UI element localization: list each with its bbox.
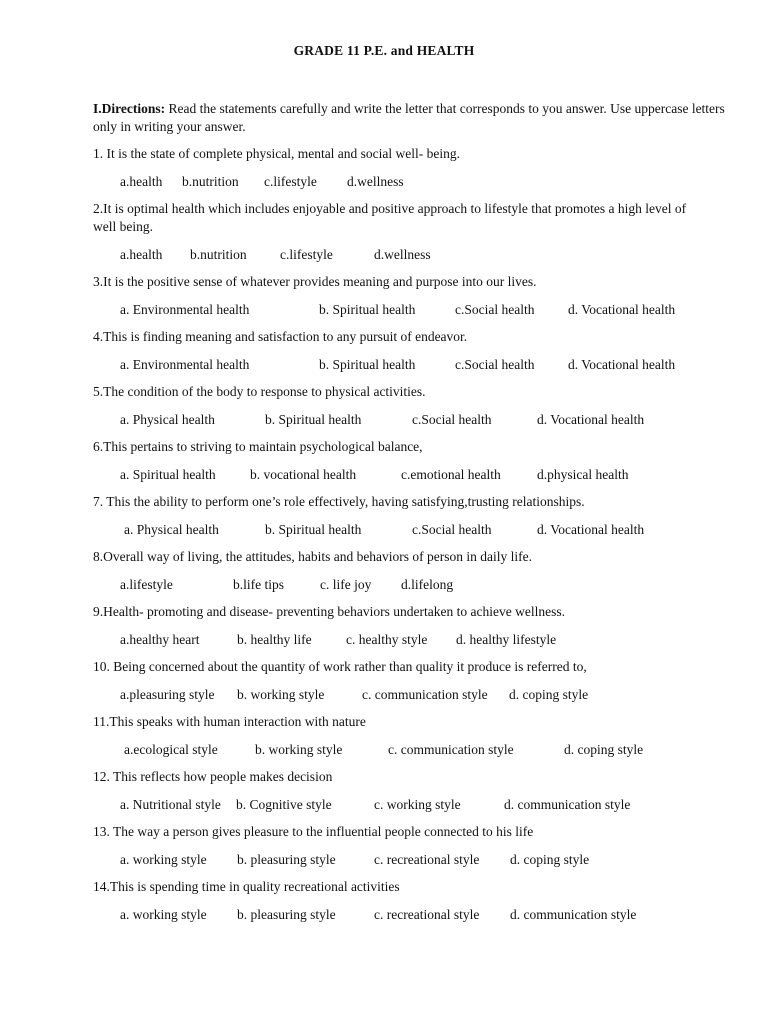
choice-a: a. working style — [120, 907, 207, 922]
choice-d: d.lifelong — [401, 577, 454, 592]
question-stem: 7. This the ability to perform one’s role effectively, having satisfying,trusting relationships. — [93, 494, 585, 509]
choice-c: c.Social health — [455, 302, 535, 317]
question-stem: 6.This pertains to striving to maintain psychological balance, — [93, 439, 423, 454]
question-item — [93, 878, 733, 924]
choice-a: a. Nutritional style — [120, 797, 221, 812]
choice-d: d. Vocational health — [568, 302, 676, 317]
choice-row — [93, 851, 733, 869]
choice-row — [93, 411, 733, 429]
page-title: GRADE 11 P.E. and HEALTH — [293, 43, 475, 58]
choice-c: c.Social health — [412, 412, 492, 427]
choice-b: b. working style — [255, 742, 343, 757]
choice-row — [93, 631, 733, 649]
choice-c: c. life joy — [320, 577, 372, 592]
choice-d: d. communication style — [510, 907, 637, 922]
choice-c: c. communication style — [362, 687, 488, 702]
choice-row — [93, 356, 733, 374]
choice-row — [93, 246, 733, 264]
question-stem: 5.The condition of the body to response to physical activities. — [93, 384, 426, 399]
choice-row — [93, 173, 733, 191]
choice-a: a.health — [120, 174, 163, 189]
choice-a: a. Spiritual health — [120, 467, 216, 482]
choice-row — [93, 686, 733, 704]
question-stem: 14.This is spending time in quality recreational activities — [93, 879, 400, 894]
choice-row — [93, 796, 733, 814]
choice-c: c.emotional health — [401, 467, 501, 482]
choice-d: d. Vocational health — [537, 522, 645, 537]
choice-a: a.health — [120, 247, 163, 262]
choice-row — [93, 301, 733, 319]
choice-a: a. Environmental health — [120, 302, 250, 317]
question-item — [93, 823, 733, 869]
question-stem: 3.It is the positive sense of whatever provides meaning and purpose into our lives. — [93, 274, 537, 289]
choice-d: d. healthy lifestyle — [456, 632, 557, 647]
question-item — [93, 493, 733, 539]
question-stem: 9.Health- promoting and disease- preventing behaviors undertaken to achieve wellness. — [93, 604, 565, 619]
choice-a: a. Physical health — [124, 522, 219, 537]
question-stem: 8.Overall way of living, the attitudes, habits and behaviors of person in daily life. — [93, 549, 533, 564]
choice-b: b. vocational health — [250, 467, 357, 482]
question-item — [93, 200, 733, 264]
choice-b: b.life tips — [233, 577, 284, 592]
directions-text: Read the statements carefully and write the letter that corresponds to you answer. Use uppercase letters only in writing your answer. — [93, 101, 725, 134]
choice-a: a.lifestyle — [120, 577, 173, 592]
question-item — [93, 273, 733, 319]
choice-c: c. recreational style — [374, 907, 480, 922]
question-item — [93, 328, 733, 374]
choice-d: d.wellness — [374, 247, 431, 262]
choice-row — [93, 906, 733, 924]
choice-b: b. pleasuring style — [237, 907, 336, 922]
choice-b: b. Spiritual health — [319, 357, 416, 372]
choice-b: b. pleasuring style — [237, 852, 336, 867]
choice-b: b.nutrition — [190, 247, 247, 262]
choice-d: d. Vocational health — [537, 412, 645, 427]
choice-b: b. healthy life — [237, 632, 312, 647]
choice-c: c. working style — [374, 797, 461, 812]
choice-a: a. Environmental health — [120, 357, 250, 372]
choice-b: b.nutrition — [182, 174, 239, 189]
choice-c: c.Social health — [412, 522, 492, 537]
question-item — [93, 713, 733, 759]
choice-c: c.Social health — [455, 357, 535, 372]
directions-label: I.Directions: — [93, 101, 166, 116]
question-stem: 1. It is the state of complete physical, mental and social well- being. — [93, 146, 461, 161]
choice-d: d. Vocational health — [568, 357, 676, 372]
question-item — [93, 383, 733, 429]
question-stem: 2.It is optimal health which includes enjoyable and positive approach to lifestyle that promotes a high level of well being. — [93, 201, 687, 234]
choice-d: d. coping style — [510, 852, 590, 867]
question-stem: 11.This speaks with human interaction with nature — [93, 714, 366, 729]
choice-b: b. Spiritual health — [319, 302, 416, 317]
choice-b: b. Cognitive style — [236, 797, 332, 812]
choice-a: a.ecological style — [124, 742, 218, 757]
question-item — [93, 768, 733, 814]
question-item — [93, 438, 733, 484]
choice-b: b. Spiritual health — [265, 412, 362, 427]
choice-a: a. working style — [120, 852, 207, 867]
choice-a: a.pleasuring style — [120, 687, 215, 702]
choice-c: c. communication style — [388, 742, 514, 757]
choice-c: c. recreational style — [374, 852, 480, 867]
choice-c: c.lifestyle — [264, 174, 317, 189]
choice-d: d. coping style — [509, 687, 589, 702]
choice-row — [93, 741, 733, 759]
choice-a: a. Physical health — [120, 412, 215, 427]
choice-a: a.healthy heart — [120, 632, 200, 647]
choice-d: d. communication style — [504, 797, 631, 812]
choice-d: d. coping style — [564, 742, 644, 757]
question-item — [93, 145, 733, 191]
choice-c: c. healthy style — [346, 632, 428, 647]
question-stem: 10. Being concerned about the quantity of work rather than quality it produce is referred to, — [93, 659, 587, 674]
choice-b: b. Spiritual health — [265, 522, 362, 537]
question-stem: 13. The way a person gives pleasure to the influential people connected to his life — [93, 824, 534, 839]
choice-d: d.physical health — [537, 467, 629, 482]
choice-c: c.lifestyle — [280, 247, 333, 262]
question-stem: 4.This is finding meaning and satisfaction to any pursuit of endeavor. — [93, 329, 468, 344]
choice-row — [93, 466, 733, 484]
question-stem: 12. This reflects how people makes decision — [93, 769, 333, 784]
question-item — [93, 603, 733, 649]
question-item — [93, 658, 733, 704]
question-item — [93, 548, 733, 594]
choice-d: d.wellness — [347, 174, 404, 189]
choice-b: b. working style — [237, 687, 325, 702]
choice-row — [93, 576, 733, 594]
directions — [93, 100, 733, 136]
choice-row — [93, 521, 733, 539]
question-list — [93, 145, 733, 933]
